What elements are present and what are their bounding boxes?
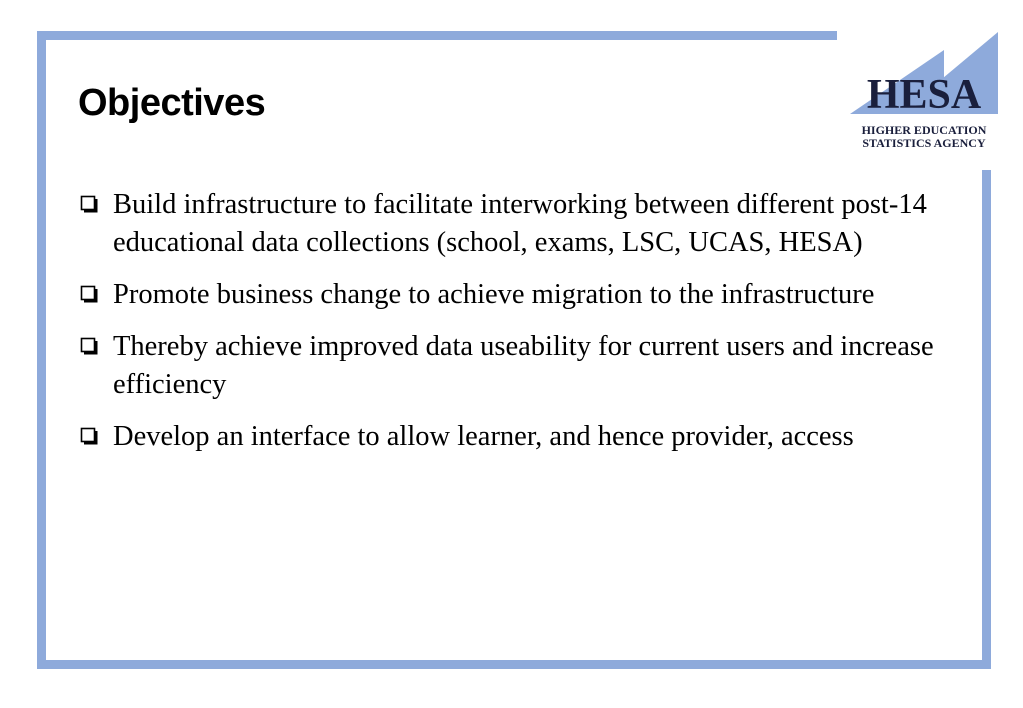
list-item-text: Build infrastructure to facilitate interworking between different post-14 educational data collections (school, exams, LSC, UCAS, HESA): [113, 189, 927, 258]
logo-line-1: HIGHER EDUCATION: [861, 123, 987, 137]
checkbox-bullet-icon: [80, 427, 98, 445]
list-item: [78, 186, 958, 262]
checkbox-bullet-icon: [80, 195, 98, 213]
list-item-text: Develop an interface to allow learner, and hence provider, access: [113, 421, 854, 452]
list-item: [78, 328, 958, 404]
frame-bottom-bar: [37, 660, 991, 669]
frame-left-bar: [37, 31, 46, 669]
objectives-list: [78, 186, 958, 470]
list-item-text: Thereby achieve improved data useability for current users and increase efficiency: [113, 331, 934, 400]
logo-wordmark: HESA: [866, 72, 982, 118]
slide-title: Objectives: [78, 82, 266, 124]
logo-line-2: STATISTICS AGENCY: [862, 136, 986, 150]
checkbox-bullet-icon: [80, 337, 98, 355]
hesa-logo-graphic: [848, 30, 1000, 152]
hesa-logo: [848, 30, 1000, 152]
checkbox-bullet-icon: [80, 285, 98, 303]
frame-right-bar: [982, 170, 991, 669]
frame-top-bar: [37, 31, 837, 40]
list-item-text: Promote business change to achieve migration to the infrastructure: [113, 279, 875, 310]
list-item: [78, 418, 958, 456]
list-item: [78, 276, 958, 314]
